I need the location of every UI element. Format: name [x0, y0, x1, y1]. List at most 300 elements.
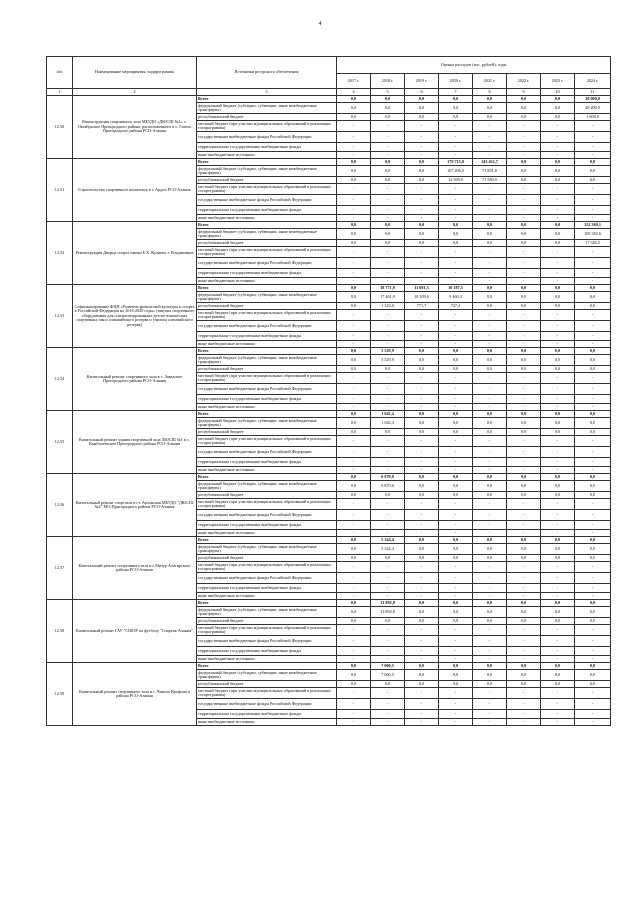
- amount-cell: 0,0: [439, 600, 473, 607]
- funding-source-label: федеральный бюджет (субсидии, субвенции, иные межбюджетные трансферты): [197, 670, 337, 681]
- amount-cell: 0,0: [507, 607, 541, 618]
- amount-cell: -: [439, 573, 473, 584]
- amount-cell: -: [405, 258, 439, 269]
- measure-name: Капитальный ремонт ГАУ "СШОР по футболу "Спартак-Алания": [73, 600, 197, 663]
- amount-cell: -: [473, 341, 507, 348]
- funding-source-label: государственные внебюджетные фонды Российской Федерации: [197, 699, 337, 710]
- amount-cell: -: [473, 269, 507, 278]
- amount-cell: -: [575, 467, 611, 474]
- amount-cell: 5 529,9: [371, 355, 405, 366]
- amount-cell: -: [541, 647, 575, 656]
- amount-cell: 0,0: [541, 114, 575, 121]
- amount-cell: -: [575, 247, 611, 258]
- amount-cell: 0,0: [473, 348, 507, 355]
- funding-source-label: иные внебюджетные источники: [197, 152, 337, 159]
- amount-cell: -: [439, 510, 473, 521]
- funding-source-label: Всего: [197, 600, 337, 607]
- measure-name: Строительство спортивного комплекса в г. Ардон РСО-Алания: [73, 159, 197, 222]
- amount-cell: 0,0: [337, 348, 371, 355]
- measure-name: Реконструкция спортивного зала МБУДО «ДЮСШ №1» с. Октябрьское Пригородного района, расположенного в с. Гизель Пригородного района РСО-Алания: [73, 96, 197, 159]
- amount-cell: -: [337, 710, 371, 719]
- amount-cell: -: [541, 373, 575, 384]
- amount-cell: 0,0: [575, 303, 611, 310]
- amount-cell: 0,0: [337, 177, 371, 184]
- funding-source-label: республиканский бюджет: [197, 492, 337, 499]
- amount-cell: -: [575, 395, 611, 404]
- funding-source-label: республиканский бюджет: [197, 429, 337, 436]
- amount-cell: 0,0: [405, 114, 439, 121]
- funding-source-label: Всего: [197, 285, 337, 292]
- amount-cell: -: [439, 710, 473, 719]
- amount-cell: 0,0: [405, 481, 439, 492]
- amount-cell: -: [541, 467, 575, 474]
- amount-cell: -: [337, 436, 371, 447]
- amount-cell: -: [575, 636, 611, 647]
- amount-cell: 9 460,3: [439, 292, 473, 303]
- funding-source-label: Всего: [197, 537, 337, 544]
- funding-source-label: территориальные государственные внебюджетные фонды: [197, 710, 337, 719]
- amount-cell: 13 892,8: [371, 607, 405, 618]
- measure-source-row: [47, 537, 611, 544]
- amount-cell: -: [371, 688, 405, 699]
- amount-cell: -: [337, 636, 371, 647]
- amount-cell: 0,0: [439, 681, 473, 688]
- amount-cell: -: [507, 195, 541, 206]
- amount-cell: 0,0: [337, 555, 371, 562]
- amount-cell: -: [439, 436, 473, 447]
- amount-cell: -: [405, 395, 439, 404]
- amount-cell: 0,0: [575, 492, 611, 499]
- amount-cell: 0,0: [439, 663, 473, 670]
- amount-cell: -: [439, 215, 473, 222]
- amount-cell: 0,0: [473, 555, 507, 562]
- amount-cell: 0,0: [439, 366, 473, 373]
- measure-source-row: [47, 348, 611, 355]
- amount-cell: -: [371, 521, 405, 530]
- amount-cell: 12 509,0: [439, 177, 473, 184]
- amount-cell: 17 461,9: [371, 292, 405, 303]
- amount-cell: 1 310,0: [371, 303, 405, 310]
- amount-cell: -: [541, 530, 575, 537]
- funding-source-label: государственные внебюджетные фонды Российской Федерации: [197, 510, 337, 521]
- amount-cell: 0,0: [541, 166, 575, 177]
- amount-cell: -: [575, 152, 611, 159]
- measure-name: Капитальный ремонт здания спортивной зала ДЮСШ №1 в с. Камбилеевское Пригородного района РСО-Алания: [73, 411, 197, 474]
- amount-cell: 0,0: [405, 229, 439, 240]
- amount-cell: -: [507, 184, 541, 195]
- funding-source-label: территориальные государственные внебюджетные фонды: [197, 647, 337, 656]
- amount-cell: -: [439, 121, 473, 132]
- amount-cell: 0,0: [405, 96, 439, 103]
- amount-cell: -: [371, 310, 405, 321]
- amount-cell: 0,0: [507, 418, 541, 429]
- funding-source-label: федеральный бюджет (субсидии, субвенции, иные межбюджетные трансферты): [197, 103, 337, 114]
- funding-source-label: государственные внебюджетные фонды Российской Федерации: [197, 321, 337, 332]
- amount-cell: 0,0: [575, 292, 611, 303]
- amount-cell: -: [371, 710, 405, 719]
- amount-cell: 0,0: [371, 177, 405, 184]
- amount-cell: -: [371, 447, 405, 458]
- amount-cell: 0,0: [507, 292, 541, 303]
- amount-cell: -: [473, 184, 507, 195]
- funding-source-label: Всего: [197, 96, 337, 103]
- amount-cell: -: [337, 584, 371, 593]
- amount-cell: 0,0: [439, 492, 473, 499]
- amount-cell: 0,0: [473, 600, 507, 607]
- amount-cell: 0,0: [337, 114, 371, 121]
- measure-number: 12.52: [47, 222, 73, 285]
- funding-source-label: Всего: [197, 159, 337, 166]
- funding-source-label: местный бюджет (при участии муниципальных образований в реализации госпрограммы): [197, 184, 337, 195]
- column-number: 4: [337, 89, 371, 96]
- amount-cell: -: [541, 458, 575, 467]
- amount-cell: -: [371, 395, 405, 404]
- amount-cell: 6 870,0: [371, 474, 405, 481]
- header-source: Источники ресурсного обеспечения: [197, 57, 337, 89]
- amount-cell: 0,0: [405, 663, 439, 670]
- amount-cell: -: [337, 341, 371, 348]
- amount-cell: 0,0: [541, 229, 575, 240]
- amount-cell: 0,0: [507, 492, 541, 499]
- amount-cell: -: [507, 132, 541, 143]
- amount-cell: -: [575, 656, 611, 663]
- amount-cell: -: [473, 647, 507, 656]
- column-number: 7: [439, 89, 473, 96]
- amount-cell: 0,0: [575, 474, 611, 481]
- amount-cell: -: [337, 321, 371, 332]
- amount-cell: -: [507, 143, 541, 152]
- amount-cell: -: [371, 719, 405, 726]
- amount-cell: -: [371, 467, 405, 474]
- amount-cell: 0,0: [405, 474, 439, 481]
- amount-cell: -: [507, 636, 541, 647]
- amount-cell: -: [575, 710, 611, 719]
- amount-cell: 0,0: [507, 229, 541, 240]
- amount-cell: -: [507, 215, 541, 222]
- amount-cell: 0,0: [575, 670, 611, 681]
- amount-cell: 0,0: [541, 366, 575, 373]
- amount-cell: 0,0: [337, 481, 371, 492]
- amount-cell: 0,0: [337, 681, 371, 688]
- amount-cell: 0,0: [541, 355, 575, 366]
- amount-cell: 0,0: [337, 663, 371, 670]
- amount-cell: 0,0: [541, 681, 575, 688]
- amount-cell: -: [575, 184, 611, 195]
- funding-source-label: местный бюджет (при участии муниципальных образований в реализации госпрограммы): [197, 562, 337, 573]
- amount-cell: -: [473, 206, 507, 215]
- funding-source-label: республиканский бюджет: [197, 177, 337, 184]
- amount-cell: 28 200,0: [575, 103, 611, 114]
- amount-cell: -: [507, 206, 541, 215]
- amount-cell: -: [575, 195, 611, 206]
- amount-cell: 0,0: [405, 681, 439, 688]
- amount-cell: 0,0: [507, 366, 541, 373]
- funding-source-label: иные внебюджетные источники: [197, 593, 337, 600]
- amount-cell: 167 206,0: [439, 166, 473, 177]
- header-year: 2017 г.: [337, 74, 371, 89]
- amount-cell: -: [337, 447, 371, 458]
- amount-cell: -: [541, 395, 575, 404]
- funding-source-label: Всего: [197, 474, 337, 481]
- amount-cell: -: [473, 447, 507, 458]
- amount-cell: -: [439, 310, 473, 321]
- amount-cell: -: [473, 404, 507, 411]
- amount-cell: -: [541, 215, 575, 222]
- amount-cell: -: [473, 215, 507, 222]
- amount-cell: -: [575, 215, 611, 222]
- amount-cell: 5 529,9: [371, 348, 405, 355]
- amount-cell: -: [439, 625, 473, 636]
- amount-cell: -: [371, 373, 405, 384]
- amount-cell: -: [405, 710, 439, 719]
- amount-cell: -: [371, 143, 405, 152]
- amount-cell: 0,0: [507, 618, 541, 625]
- amount-cell: -: [337, 195, 371, 206]
- amount-cell: 0,0: [473, 618, 507, 625]
- column-number: 5: [371, 89, 405, 96]
- amount-cell: -: [405, 195, 439, 206]
- amount-cell: 0,0: [439, 222, 473, 229]
- amount-cell: 1 800,0: [575, 114, 611, 121]
- funding-source-label: иные внебюджетные источники: [197, 215, 337, 222]
- amount-cell: -: [575, 593, 611, 600]
- amount-cell: 0,0: [507, 303, 541, 310]
- amount-cell: 727,2: [439, 303, 473, 310]
- amount-cell: -: [371, 636, 405, 647]
- amount-cell: -: [371, 593, 405, 600]
- amount-cell: 7 060,5: [371, 670, 405, 681]
- amount-cell: -: [337, 247, 371, 258]
- amount-cell: -: [439, 341, 473, 348]
- amount-cell: -: [473, 143, 507, 152]
- amount-cell: -: [371, 152, 405, 159]
- amount-cell: 0,0: [337, 418, 371, 429]
- amount-cell: 0,0: [473, 96, 507, 103]
- amount-cell: 0,0: [405, 411, 439, 418]
- amount-cell: 771,7: [405, 303, 439, 310]
- amount-cell: -: [371, 625, 405, 636]
- amount-cell: -: [507, 719, 541, 726]
- amount-cell: -: [507, 373, 541, 384]
- amount-cell: 0,0: [507, 103, 541, 114]
- amount-cell: 0,0: [541, 544, 575, 555]
- amount-cell: 0,0: [405, 103, 439, 114]
- funding-source-label: иные внебюджетные источники: [197, 404, 337, 411]
- header-estimate: Оценка расходов (тыс. рублей), годы: [337, 57, 611, 74]
- amount-cell: 0,0: [541, 418, 575, 429]
- column-number: 9: [507, 89, 541, 96]
- amount-cell: -: [337, 593, 371, 600]
- amount-cell: 179 715,0: [439, 159, 473, 166]
- funding-source-label: федеральный бюджет (субсидии, субвенции, иные межбюджетные трансферты): [197, 355, 337, 366]
- amount-cell: -: [575, 332, 611, 341]
- amount-cell: 0,0: [575, 481, 611, 492]
- amount-cell: -: [507, 530, 541, 537]
- header-year: 2018 г.: [371, 74, 405, 89]
- amount-cell: -: [337, 278, 371, 285]
- amount-cell: 0,0: [337, 618, 371, 625]
- amount-cell: 0,0: [541, 285, 575, 292]
- amount-cell: -: [439, 269, 473, 278]
- amount-cell: -: [507, 152, 541, 159]
- amount-cell: -: [337, 206, 371, 215]
- amount-cell: -: [473, 132, 507, 143]
- amount-cell: 109 382,6: [575, 229, 611, 240]
- amount-cell: -: [439, 384, 473, 395]
- amount-cell: 17 326,5: [575, 240, 611, 247]
- amount-cell: -: [405, 132, 439, 143]
- amount-cell: 0,0: [575, 285, 611, 292]
- funding-source-label: Всего: [197, 222, 337, 229]
- amount-cell: 0,0: [541, 555, 575, 562]
- amount-cell: -: [575, 206, 611, 215]
- amount-cell: 0,0: [337, 474, 371, 481]
- amount-cell: -: [575, 573, 611, 584]
- amount-cell: -: [507, 384, 541, 395]
- amount-cell: 0,0: [507, 555, 541, 562]
- amount-cell: -: [473, 584, 507, 593]
- header-year: 2019 г.: [405, 74, 439, 89]
- funding-source-label: государственные внебюджетные фонды Российской Федерации: [197, 447, 337, 458]
- amount-cell: 0,0: [371, 366, 405, 373]
- amount-cell: 0,0: [575, 159, 611, 166]
- amount-cell: -: [405, 458, 439, 467]
- amount-cell: 0,0: [473, 429, 507, 436]
- amount-cell: -: [405, 688, 439, 699]
- amount-cell: -: [439, 404, 473, 411]
- funding-source-label: федеральный бюджет (субсидии, субвенции, иные межбюджетные трансферты): [197, 166, 337, 177]
- amount-cell: 0,0: [575, 555, 611, 562]
- amount-cell: -: [337, 269, 371, 278]
- funding-source-label: государственные внебюджетные фонды Российской Федерации: [197, 384, 337, 395]
- amount-cell: 0,0: [473, 114, 507, 121]
- amount-cell: -: [575, 404, 611, 411]
- amount-cell: -: [541, 132, 575, 143]
- amount-cell: -: [439, 521, 473, 530]
- funding-source-label: республиканский бюджет: [197, 618, 337, 625]
- amount-cell: 0,0: [337, 96, 371, 103]
- amount-cell: 0,0: [473, 481, 507, 492]
- amount-cell: -: [439, 499, 473, 510]
- amount-cell: -: [575, 321, 611, 332]
- amount-cell: -: [473, 625, 507, 636]
- amount-cell: 0,0: [507, 544, 541, 555]
- measure-number: 12.50: [47, 96, 73, 159]
- amount-cell: -: [473, 593, 507, 600]
- amount-cell: -: [541, 625, 575, 636]
- amount-cell: -: [575, 521, 611, 530]
- measure-source-row: [47, 600, 611, 607]
- amount-cell: -: [371, 499, 405, 510]
- amount-cell: 0,0: [337, 103, 371, 114]
- column-number: 2: [73, 89, 197, 96]
- amount-cell: 5 324,4: [371, 537, 405, 544]
- amount-cell: -: [507, 699, 541, 710]
- column-number-row: [47, 89, 611, 96]
- amount-cell: -: [473, 152, 507, 159]
- amount-cell: -: [371, 510, 405, 521]
- amount-cell: -: [405, 510, 439, 521]
- amount-cell: -: [405, 341, 439, 348]
- amount-cell: -: [575, 341, 611, 348]
- measure-source-row: [47, 663, 611, 670]
- funding-source-label: федеральный бюджет (субсидии, субвенции, иные межбюджетные трансферты): [197, 481, 337, 492]
- amount-cell: 0,0: [473, 607, 507, 618]
- amount-cell: -: [575, 269, 611, 278]
- amount-cell: -: [337, 215, 371, 222]
- amount-cell: -: [405, 562, 439, 573]
- amount-cell: 0,0: [575, 607, 611, 618]
- amount-cell: -: [473, 467, 507, 474]
- amount-cell: 143 432,7: [473, 159, 507, 166]
- amount-cell: -: [473, 258, 507, 269]
- amount-cell: -: [575, 132, 611, 143]
- amount-cell: 0,0: [507, 663, 541, 670]
- measure-name: Реконструкция Дворца спорта имени Б.Х. Кулиева, г. Владикавказ: [73, 222, 197, 285]
- amount-cell: 0,0: [337, 285, 371, 292]
- amount-cell: -: [473, 656, 507, 663]
- amount-cell: 0,0: [473, 103, 507, 114]
- amount-cell: -: [439, 584, 473, 593]
- amount-cell: -: [575, 384, 611, 395]
- amount-cell: -: [575, 258, 611, 269]
- amount-cell: 0,0: [541, 492, 575, 499]
- amount-cell: -: [541, 310, 575, 321]
- amount-cell: 0,0: [371, 114, 405, 121]
- amount-cell: -: [405, 719, 439, 726]
- amount-cell: 0,0: [541, 600, 575, 607]
- amount-cell: -: [541, 384, 575, 395]
- amount-cell: -: [405, 404, 439, 411]
- measure-number: 12.57: [47, 537, 73, 600]
- header-year: 2022 г.: [507, 74, 541, 89]
- amount-cell: 0,0: [371, 96, 405, 103]
- amount-cell: 0,0: [473, 537, 507, 544]
- amount-cell: 0,0: [371, 159, 405, 166]
- funding-source-label: Всего: [197, 411, 337, 418]
- amount-cell: -: [541, 332, 575, 341]
- amount-cell: -: [337, 530, 371, 537]
- amount-cell: -: [541, 573, 575, 584]
- column-number: 1: [47, 89, 73, 96]
- amount-cell: -: [439, 184, 473, 195]
- amount-cell: -: [541, 656, 575, 663]
- amount-cell: -: [337, 332, 371, 341]
- amount-cell: -: [575, 373, 611, 384]
- funding-source-label: федеральный бюджет (субсидии, субвенции, иные межбюджетные трансферты): [197, 544, 337, 555]
- amount-cell: 10 187,5: [439, 285, 473, 292]
- amount-cell: -: [337, 152, 371, 159]
- amount-cell: -: [507, 436, 541, 447]
- measure-number: 12.55: [47, 411, 73, 474]
- amount-cell: 0,0: [439, 474, 473, 481]
- amount-cell: -: [473, 562, 507, 573]
- amount-cell: 0,0: [507, 348, 541, 355]
- amount-cell: -: [575, 436, 611, 447]
- amount-cell: -: [439, 373, 473, 384]
- amount-cell: 0,0: [473, 670, 507, 681]
- funding-source-label: иные внебюджетные источники: [197, 719, 337, 726]
- measure-source-row: [47, 474, 611, 481]
- amount-cell: 30 000,0: [575, 96, 611, 103]
- amount-cell: 0,0: [337, 303, 371, 310]
- amount-cell: -: [473, 699, 507, 710]
- funding-source-label: местный бюджет (при участии муниципальных образований в реализации госпрограммы): [197, 688, 337, 699]
- amount-cell: -: [337, 719, 371, 726]
- amount-cell: 0,0: [541, 222, 575, 229]
- amount-cell: 0,0: [473, 240, 507, 247]
- amount-cell: -: [507, 310, 541, 321]
